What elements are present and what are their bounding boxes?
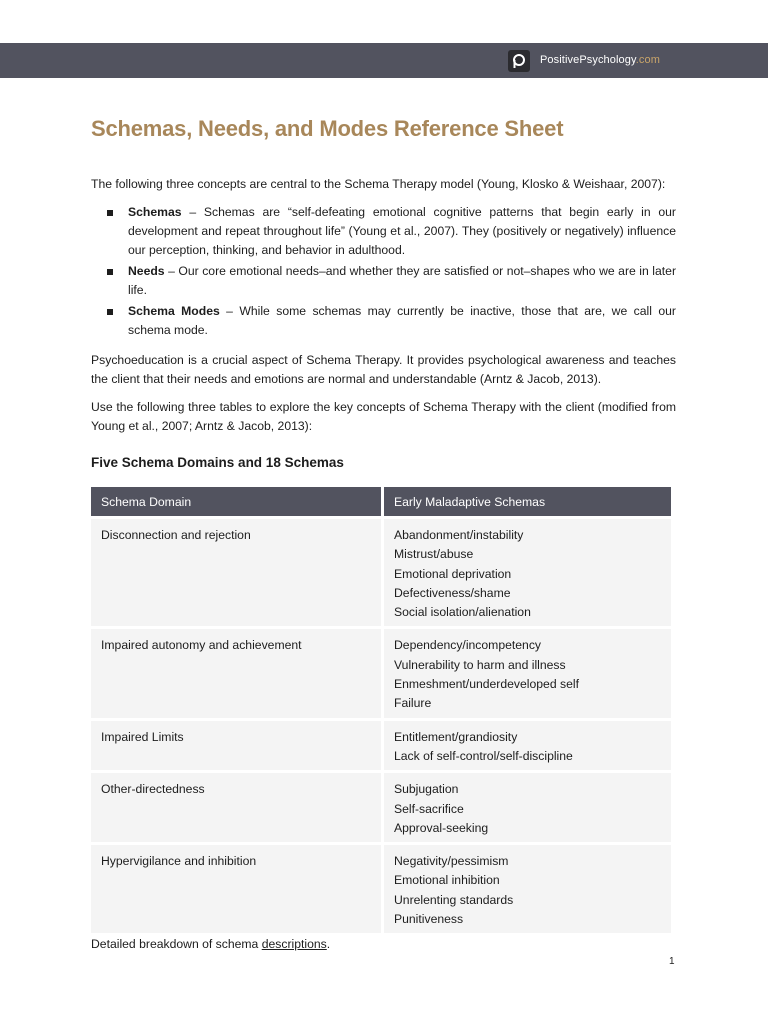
schema-item: Vulnerability to harm and illness xyxy=(394,657,566,672)
list-item xyxy=(91,302,676,340)
bullet-square-icon xyxy=(107,309,113,315)
bullet-square-icon xyxy=(107,269,113,275)
column-header-domain: Schema Domain xyxy=(91,487,381,516)
schema-item: Emotional inhibition xyxy=(394,873,500,888)
schema-item: Defectiveness/shame xyxy=(394,585,511,600)
concept-list xyxy=(91,203,676,342)
psychoeducation-paragraph: Psychoeducation is a crucial aspect of Schema Therapy. It provides psychological awareness and teaches the client that their needs and emotions are normal and understandable (Arntz & Jacob, 2013). xyxy=(91,353,676,386)
page-number: 1 xyxy=(669,956,675,967)
schemas-cell xyxy=(384,773,671,842)
descriptions-link[interactable]: descriptions xyxy=(261,937,327,951)
footer-note xyxy=(91,935,330,954)
bullet-square-icon xyxy=(107,210,113,216)
schema-item: Self-sacrifice xyxy=(394,801,464,816)
tables-intro-paragraph: Use the following three tables to explore the key concepts of Schema Therapy with the client (modified from Young et al., 2007; Arntz & Jacob, 2013): xyxy=(91,400,676,433)
schema-item: Failure xyxy=(394,696,432,711)
bullet-text: – While some schemas may currently be inactive, those that are, we call our schema mode. xyxy=(128,304,676,337)
table-row xyxy=(91,845,671,933)
intro-paragraph: The following three concepts are central to the Schema Therapy model (Young, Klosko & Weishaar, 2007): xyxy=(91,177,666,191)
table-row xyxy=(91,721,671,771)
schema-domain-cell: Impaired autonomy and achievement xyxy=(91,629,381,717)
list-item xyxy=(91,203,676,260)
schemas-cell xyxy=(384,845,671,933)
schema-item: Social isolation/alienation xyxy=(394,605,531,620)
table-header-row xyxy=(91,487,671,516)
schema-domain-cell: Disconnection and rejection xyxy=(91,519,381,626)
brand-name-main: PositivePsychology xyxy=(540,54,636,66)
schema-item: Entitlement/grandiosity xyxy=(394,729,518,744)
brand-name[interactable] xyxy=(540,54,660,66)
schemas-cell xyxy=(384,629,671,717)
bullet-term: Schemas xyxy=(128,205,182,219)
schema-item: Dependency/incompetency xyxy=(394,638,542,653)
footer-text: Detailed breakdown of schema xyxy=(91,937,262,951)
schemas-cell xyxy=(384,519,671,626)
schema-item: Approval-seeking xyxy=(394,820,489,835)
table-row xyxy=(91,773,671,842)
page-title: Schemas, Needs, and Modes Reference Sheet xyxy=(91,116,564,141)
schema-item: Punitiveness xyxy=(394,912,464,927)
table-row xyxy=(91,629,671,717)
bullet-text: – Schemas are “self-defeating emotional cognitive patterns that begin early in our development and repeat throughout life” (Young et al., 2007). They (positively or negatively) influence our perception, thinking, and behavior in adulthood. xyxy=(128,205,676,257)
schema-item: Enmeshment/underdeveloped self xyxy=(394,677,579,692)
list-item xyxy=(91,262,676,300)
table-row xyxy=(91,519,671,626)
schema-domain-cell: Hypervigilance and inhibition xyxy=(91,845,381,933)
schema-domain-cell: Other-directedness xyxy=(91,773,381,842)
column-header-schemas: Early Maladaptive Schemas xyxy=(384,487,671,516)
p-logo-icon xyxy=(508,50,530,72)
schemas-cell xyxy=(384,721,671,771)
bullet-term: Schema Modes xyxy=(128,304,220,318)
schema-domain-cell: Impaired Limits xyxy=(91,721,381,771)
schema-item: Mistrust/abuse xyxy=(394,547,474,562)
schema-item: Negativity/pessimism xyxy=(394,854,509,869)
bullet-term: Needs xyxy=(128,264,165,278)
schema-domains-table xyxy=(88,484,674,936)
brand-logo-icon[interactable] xyxy=(508,50,530,72)
schema-item: Subjugation xyxy=(394,782,459,797)
schema-item: Lack of self-control/self-discipline xyxy=(394,748,573,763)
footer-period: . xyxy=(326,937,331,951)
schema-item: Unrelenting standards xyxy=(394,892,514,907)
bullet-text: – Our core emotional needs–and whether they are satisfied or not–shapes who we are in later life. xyxy=(128,264,676,297)
schema-item: Abandonment/instability xyxy=(394,528,524,542)
schema-item: Emotional deprivation xyxy=(394,566,512,581)
section-heading: Five Schema Domains and 18 Schemas xyxy=(91,455,344,470)
brand-name-suffix: .com xyxy=(635,54,661,66)
